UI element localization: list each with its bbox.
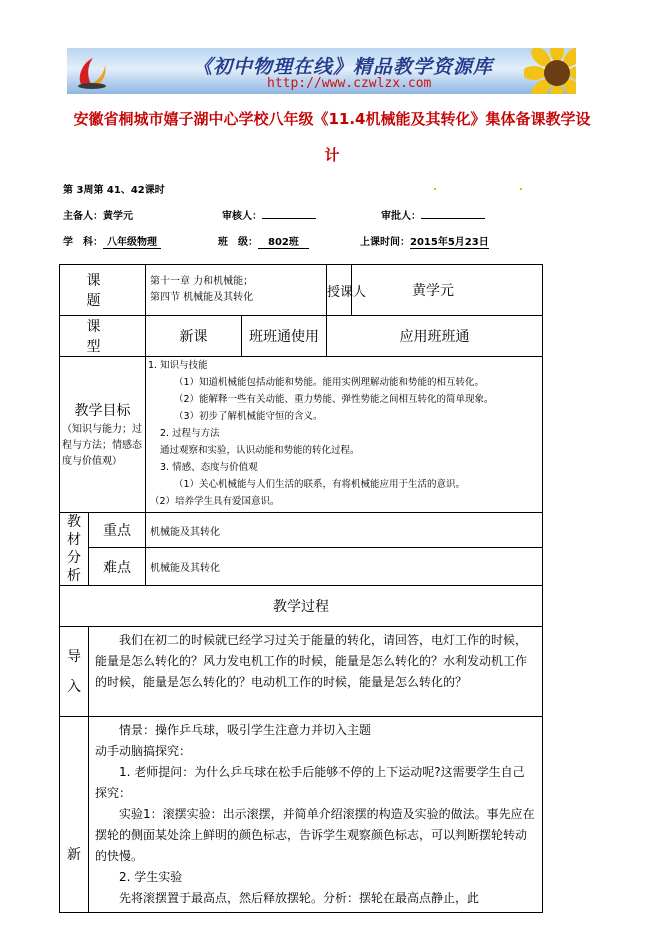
key-value: 机械能及其转化 [146,513,543,548]
key-point-row [60,513,543,548]
usage-label: 班班通使用 [242,316,327,357]
subject-value: 八年级物理 [103,233,161,249]
presenter-row [63,207,133,222]
goal-line: （1）知道机械能包括动能和势能。能用实例理解动能和势能的相互转化。 [174,377,485,388]
lesson-plan-table [59,264,543,913]
topic-label: 课 题 [60,265,146,316]
reviewer-row [222,207,316,222]
difficult-point-row [60,548,543,586]
intro-label: 导入 [60,627,89,717]
reviewer-label: 审核人： [222,211,262,222]
approver-row [381,207,485,222]
difficult-label: 难点 [89,548,146,586]
document-title-cont: 计 [324,146,340,164]
new-line: 2. 学生实验 [119,870,183,884]
subject-row [63,233,161,249]
goals-content [146,357,543,513]
process-header-row [60,586,543,627]
difficult-value: 机械能及其转化 [146,548,543,586]
class-value: 802班 [258,233,309,249]
banner-url[interactable]: http://www.czwlzx.com [267,76,432,91]
new-line: 情景：操作乒乓球，吸引学生注意力并切入主题 [119,723,372,737]
topic-line-1: 第十一章 力和机械能； [150,276,254,287]
goal-line: 通过观察和实验，认识动能和势能的转化过程。 [160,445,360,456]
date-label: 上课时间： [360,237,410,248]
date-value: 2015年5月23日 [410,233,489,249]
new-lesson-content [89,717,543,913]
document-title: 安徽省桐城市嬉子湖中心学校八年级《11.4机械能及其转化》集体备课教学设 [73,110,591,128]
intro-row [60,627,543,717]
new-line: 1. 老师提问：为什么乒乓球在松手后能够不停的上下运动呢?这需要学生自己探究： [95,765,525,800]
goal-line: （2）培养学生具有爱国意识。 [150,496,280,507]
goals-sublabel: （知识与能力；过程与方法；情感态度与价值观） [62,423,142,467]
intro-text: 我们在初二的时候就已经学习过关于能量的转化，请回答，电灯工作的时候，能量是怎么转化的？风力发电机工作的时候，能量是怎么转化的？水利发动机工作的时候，能量是怎么转化的？电动机工作的时候，能量是怎么转化的？ [95,633,528,689]
topic-line-2: 第四节 机械能及其转化 [150,292,254,303]
approver-label: 审批人： [381,211,421,222]
goal-line: （2）能解释一些有关动能、重力势能、弹性势能之间相互转化的简单现象。 [174,394,494,405]
goal-line: 1. 知识与技能 [148,360,208,371]
topic-row [60,265,543,316]
class-label: 班 级： [218,237,258,248]
teacher-name: 黄学元 [352,265,543,316]
site-logo-icon [75,54,109,90]
reviewer-blank [262,208,316,219]
goals-label: 教学目标 [74,402,131,419]
goal-line: （1）关心机械能与人们生活的联系，有将机械能应用于生活的意识。 [174,479,466,490]
presenter-name: 黄学元 [103,211,133,222]
teacher-label: 授课人 [327,265,352,316]
presenter-label: 主备人： [63,211,103,222]
new-label: 新 [60,717,89,913]
topic-cell [146,265,327,316]
decorative-dot [520,188,522,190]
header-banner [67,48,576,94]
goal-line: 3. 情感、态度与价值观 [160,462,258,473]
process-title: 教学过程 [60,586,543,627]
week-info: 第 3周第 41、42课时 [63,185,165,196]
new-lesson-row [60,717,543,913]
sunflower-icon [524,48,576,94]
approver-blank [421,208,485,219]
subject-label: 学 科： [63,237,103,248]
type-value: 新课 [146,316,242,357]
goal-line: 2. 过程与方法 [160,428,220,439]
type-label: 课 型 [60,316,146,357]
decorative-dot [434,188,436,190]
key-label: 重点 [89,513,146,548]
new-line: 实验1：滚摆实验：出示滚摆，并简单介绍滚摆的构造及实验的做法。事先应在摆轮的侧面某处涂上鲜明的颜色标志，告诉学生观察颜色标志，可以判断摆轮转动的快慢。 [95,807,535,863]
goals-row [60,357,543,513]
new-line: 先将滚摆置于最高点，然后释放摆轮。分析：摆轮在最高点静止，此 [119,891,480,905]
banner-title: 《初中物理在线》精品教学资源库 [193,56,494,78]
date-row [360,233,489,249]
goals-label-cell [60,357,146,513]
class-row [218,233,309,249]
goal-line: （3）初步了解机械能守恒的含义。 [174,411,323,422]
intro-text-cell [89,627,543,717]
new-line: 动手动脑搞探究： [95,744,192,758]
type-row [60,316,543,357]
usage-value: 应用班班通 [327,316,543,357]
analysis-label: 教材分析 [60,513,89,586]
